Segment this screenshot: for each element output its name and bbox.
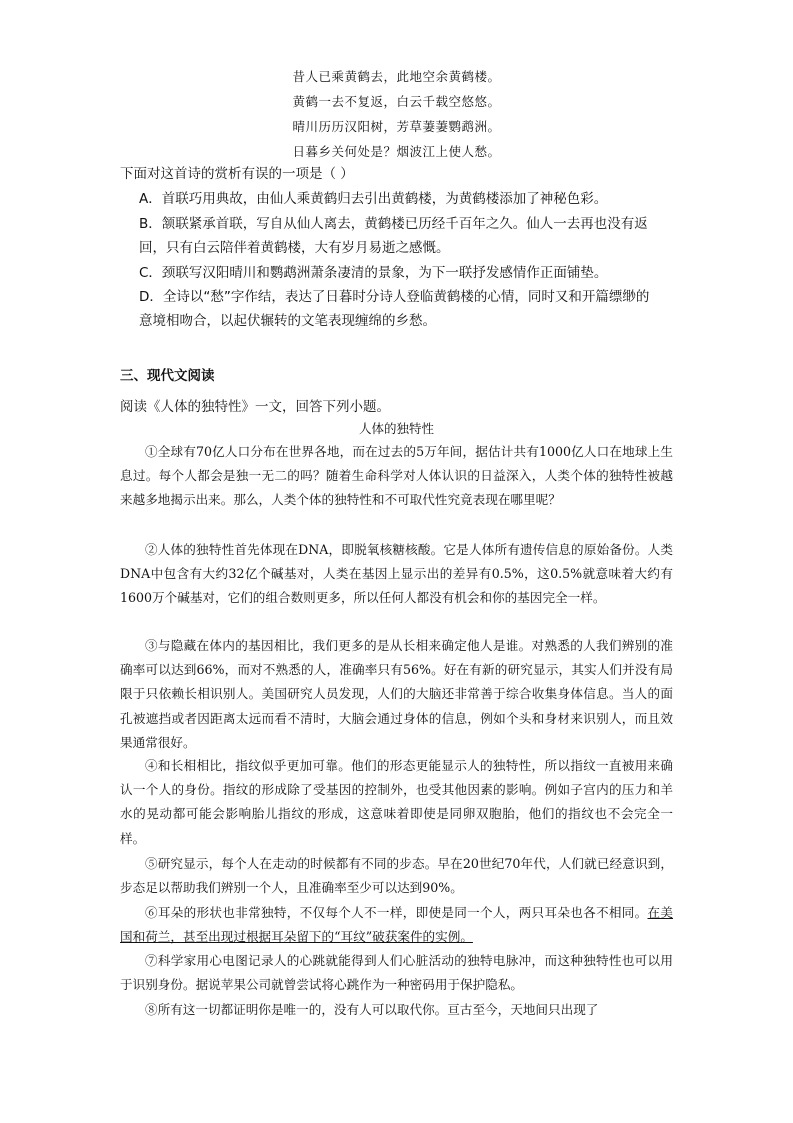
option-b-line-2: 回，只有白云陪伴着黄鹤楼，大有岁月易逝之感慨。 <box>139 240 450 256</box>
article-paragraph-7: ⑦科学家用心电图记录人的心跳就能得到人们心脏活动的独特电脉冲，而这种独特性也可以用于识别身份。据说苹果公司就曾尝试将心跳作为一种密码用于保护隐私。 <box>120 953 673 993</box>
reading-instruction: 阅读《人体的独特性》一文，回答下列小题。 <box>120 399 390 415</box>
article-paragraph-5: ⑤研究显示，每个人在走动的时候都有不同的步态。早在20世纪70年代，人们就已经意识到，步态足以帮助我们辨别一个人，且准确率至少可以达到90%。 <box>120 856 673 896</box>
poem-line-1: 昔人已乘黄鹤去，此地空余黄鹤楼。 <box>292 69 501 84</box>
option-a: A．首联巧用典故，由仙人乘黄鹤归去引出黄鹤楼，为黄鹤楼添加了神秘色彩。 <box>139 191 608 207</box>
article-paragraph-2: ②人体的独特性首先体现在DNA，即脱氧核糖核酸。它是人体所有遗传信息的原始备份。人类DNA中包含有大约32亿个碱基对，人类在基因上显示出的差异有0.5%，这0.5%就意味着大约有1600万个碱基对，它们的组合数则更多，所以任何人都没有机会和你的基因完全一样。 <box>120 542 673 606</box>
option-d-line-2: 意境相吻合，以起伏辗转的文笔表现缠绵的乡愁。 <box>139 313 436 329</box>
option-b-line-1: B．颔联紧承首联，写自从仙人离去，黄鹤楼已历经千百年之久。仙人一去再也没有返 <box>139 216 648 232</box>
section-heading: 三、现代文阅读 <box>120 368 215 384</box>
paragraph-6-text: ⑥耳朵的形状也非常独特，不仅每个人不一样，即使是同一个人，两只耳朵也各不相同。 <box>145 905 648 920</box>
poem-line-4: 日暮乡关何处是？烟波江上使人愁。 <box>292 144 501 159</box>
article-paragraph-3: ③与隐藏在体内的基因相比，我们更多的是从长相来确定他人是谁。对熟悉的人我们辨别的准确率可以达到66%，而对不熟悉的人，准确率只有56%。好在有新的研究显示，其实人们并没有局限于只依赖长相识别人。美国研究人员发现，人们的大脑还非常善于综合收集身体信息。当人的面孔被遮挡或者因距离太远而看不清时，大脑会通过身体的信息，例如个头和身材来识别人，而且效果通常很好。 <box>120 638 673 750</box>
underlined-sentence: 在美国和荷兰，甚至出现过根据耳朵留下的“耳纹”破获案件的实例。 <box>120 905 674 945</box>
option-c: C．颈联写汉阳晴川和鹦鹉洲萧条凄清的景象，为下一联抒发感情作正面铺垫。 <box>139 265 608 281</box>
article-title: 人体的独特性 <box>358 421 434 436</box>
poem-line-2: 黄鹤一去不复返，白云千载空悠悠。 <box>292 94 501 109</box>
option-d-line-1: D．全诗以“愁”字作结，表达了日暮时分诗人登临黄鹤楼的心情，同时又和开篇缥缈的 <box>139 289 650 305</box>
poem-block <box>0 64 793 164</box>
question-stem: 下面对这首诗的赏析有误的一项是（ ） <box>120 166 354 182</box>
article-paragraph-6 <box>120 901 673 949</box>
article-paragraph-8: ⑧所有这一切都证明你是唯一的，没有人可以取代你。亘古至今，天地间只出现了 <box>145 1002 599 1017</box>
article-paragraph-1: ①全球有70亿人口分布在世界各地，而在过去的5万年间，据估计共有1000亿人口在地球上生息过。每个人都会是独一无二的吗？随着生命科学对人体认识的日益深入，人类个体的独特性被越来越多地揭示出来。那么，人类个体的独特性和不可取代性究竟表现在哪里呢？ <box>120 444 673 508</box>
article-paragraph-4: ④和长相相比，指纹似乎更加可靠。他们的形态更能显示人的独特性，所以指纹一直被用来确认一个人的身份。指纹的形成除了受基因的控制外，也受其他因素的影响。例如子宫内的压力和羊水的晃动都可能会影响胎儿指纹的形成，这意味着即使是同卵双胞胎，他们的指纹也不会完全一样。 <box>120 758 673 846</box>
poem-line-3: 晴川历历汉阳树，芳草萋萋鹦鹉洲。 <box>292 119 501 134</box>
